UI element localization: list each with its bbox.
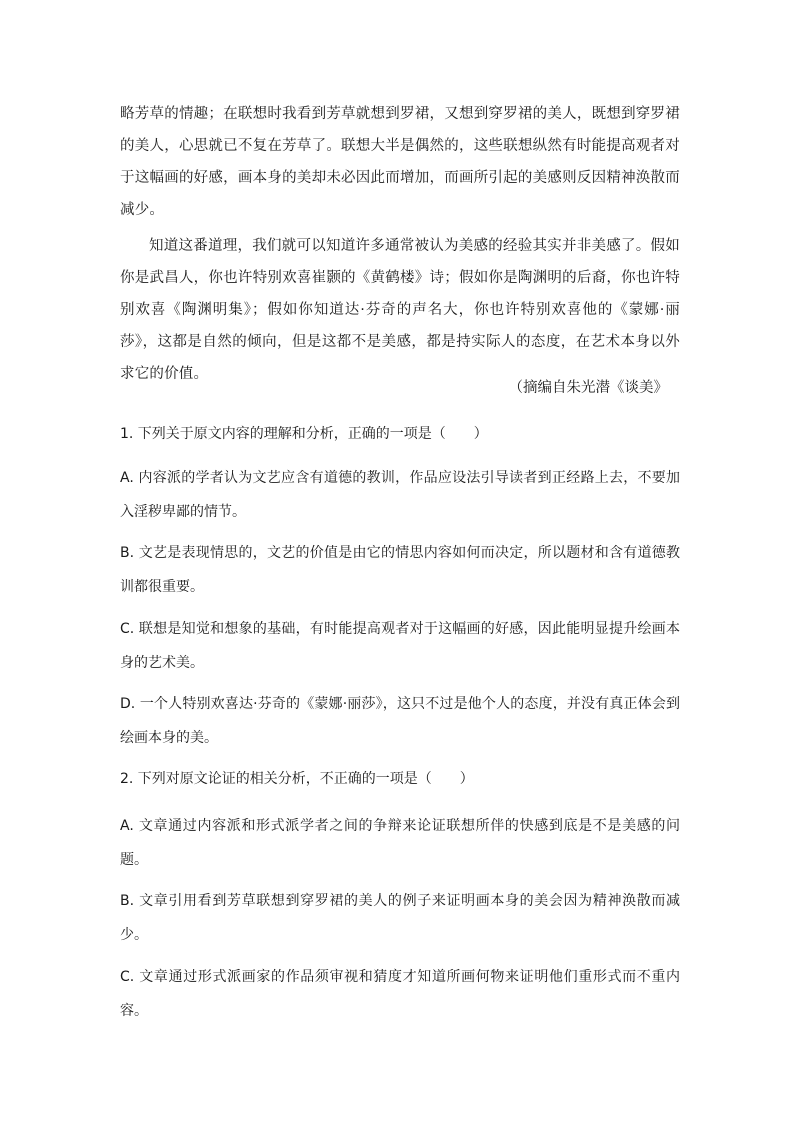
question-1-option-b: B. 文艺是表现情思的，文艺的价值是由它的情思内容如何而决定，所以题材和含有道德教训都很重要。 xyxy=(120,545,680,595)
question-1-stem: 1. 下列关于原文内容的理解和分析，正确的一项是（ ） xyxy=(120,426,488,442)
question-2-option-c: C. 文章通过形式派画家的作品须审视和猜度才知道所画何物来证明他们重形式而不重内容。 xyxy=(120,969,680,1019)
question-1-option-a: A. 内容派的学者认为文艺应含有道德的教训，作品应设法引导读者到正经路上去，不要加入淫秽卑鄙的情节。 xyxy=(120,470,680,520)
question-2-option-b: B. 文章引用看到芳草联想到穿罗裙的美人的例子来证明画本身的美会因为精神涣散而减少。 xyxy=(120,893,680,943)
question-1-option-c: C. 联想是知觉和想象的基础，有时能提高观者对于这幅画的好感，因此能明显提升绘画本身的艺术美。 xyxy=(120,621,680,671)
question-2-stem: 2. 下列对原文论证的相关分析，不正确的一项是（ ） xyxy=(120,771,474,787)
question-2-option-a: A. 文章通过内容派和形式派学者之间的争辩来论证联想所伴的快感到底是不是美感的问题。 xyxy=(120,818,680,868)
passage-paragraph-1: 略芳草的情趣；在联想时我看到芳草就想到罗裙，又想到穿罗裙的美人，既想到穿罗裙的美人，心思就已不复在芳草了。联想大半是偶然的，这些联想纵然有时能提高观者对于这幅画的好感，画本身的美却未必因此而增加，而画所引起的美感则反因精神涣散而减少。 xyxy=(120,106,680,218)
passage-paragraph-2: 知道这番道理，我们就可以知道许多通常被认为美感的经验其实并非美感了。假如你是武昌人，你也许特别欢喜崔颢的《黄鹤楼》诗；假如你是陶渊明的后裔，你也许特别欢喜《陶渊明集》；假如你知道达·芬奇的声名大，你也许特别欢喜他的《蒙娜·丽莎》，这都是自然的倾向，但是这都不是美感，都是持实际人的态度，在艺术本身以外求它的价值。 xyxy=(120,238,680,382)
passage-source: （摘编自朱光潜《谈美》 xyxy=(508,380,668,396)
question-1-option-d: D. 一个人特别欢喜达·芬奇的《蒙娜·丽莎》，这只不过是他个人的态度，并没有真正体会到绘画本身的美。 xyxy=(120,696,680,746)
